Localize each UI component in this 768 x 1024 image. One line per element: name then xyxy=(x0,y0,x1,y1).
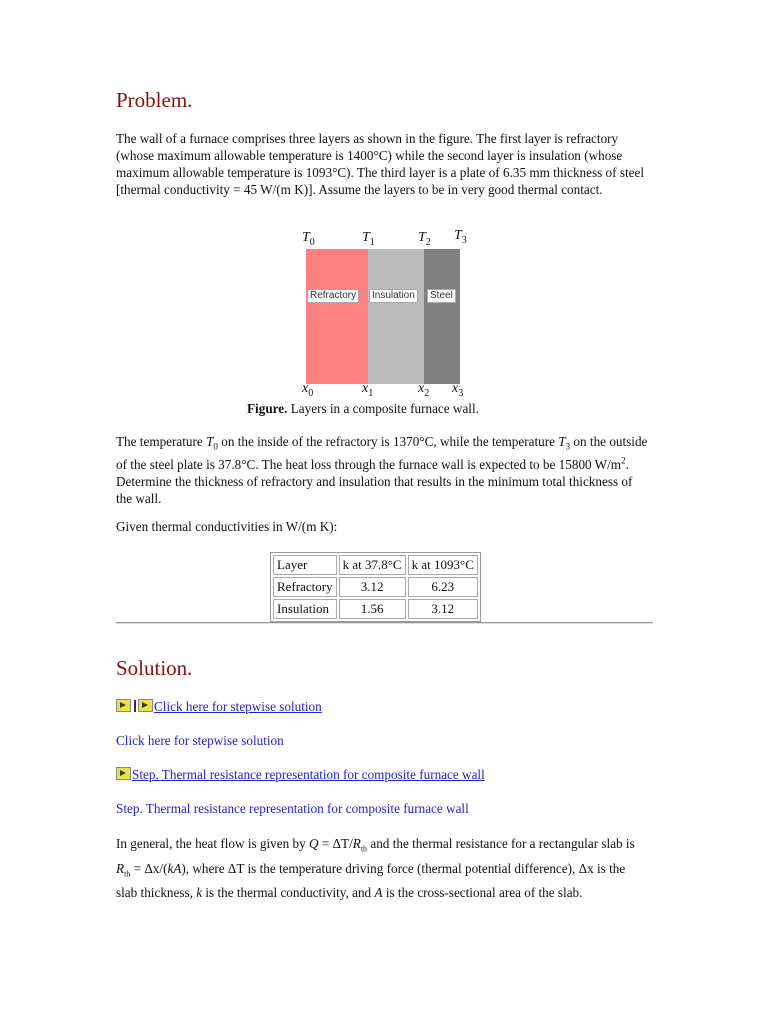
stepwise-solution-link[interactable]: Click here for stepwise solution xyxy=(154,699,322,714)
x2-label: $x_2$ xyxy=(418,381,430,399)
table-cell: Insulation xyxy=(273,599,337,619)
thermal-resistance-step-text[interactable]: Step. Thermal resistance representation for composite furnace wall xyxy=(116,801,469,816)
x3-label: $x_3$ xyxy=(452,381,464,399)
table-cell: 6.23 xyxy=(408,577,478,597)
t3-label: $T_3$ xyxy=(454,228,467,246)
table-header-cell: k at 1093°C xyxy=(408,555,478,575)
play-icon[interactable] xyxy=(116,699,131,712)
table-header-cell: k at 37.8°C xyxy=(339,555,406,575)
stepwise-solution-text[interactable]: Click here for stepwise solution xyxy=(116,733,284,748)
figure-caption: Figure. Layers in a composite furnace wall. xyxy=(247,401,479,416)
separator-icon xyxy=(134,700,136,712)
solution-paragraph: In general, the heat flow is given by $Q = \Delta T/R_{th}$ and the thermal resistance for a rectangular slab is $R_{th} = \Delta x/(kA)$, where ΔT is the temperature driving force (thermal potential difference), Δx is the slab thickness, k is the thermal conductivity, and A is the cross-sectional area of the slab. xyxy=(116,836,635,901)
table-cell: 1.56 xyxy=(339,599,406,619)
steel-layer xyxy=(424,249,460,384)
problem-paragraph-3: Given thermal conductivities in W/(m K): xyxy=(116,519,338,534)
table-row xyxy=(273,577,478,597)
insulation-layer xyxy=(368,249,424,384)
insulation-label: Insulation xyxy=(369,289,418,303)
problem-heading: Problem. xyxy=(116,88,193,112)
t2-label: $T_2$ xyxy=(418,230,431,248)
play-icon[interactable] xyxy=(138,699,153,712)
stepwise-solution-row xyxy=(116,698,648,715)
problem-paragraph-1: The wall of a furnace comprises three layers as shown in the figure. The first layer is refractory (whose maximum allowable temperature is 1400°C) while the second layer is insulation (whose maximum allowable temperature is 1093°C). The third layer is a plate of 6.35 mm thickness of steel [thermal conductivity = 45 W/(m K)]. Assume the layers to be in very good thermal contact. xyxy=(116,131,645,197)
t1-label: $T_1$ xyxy=(362,230,375,248)
x0-label: $x_0$ xyxy=(302,381,314,399)
table-row xyxy=(273,599,478,619)
play-icon[interactable] xyxy=(116,767,131,780)
thermal-resistance-step-link[interactable]: Step. Thermal resistance representation for composite furnace wall xyxy=(132,767,485,782)
table-cell: 3.12 xyxy=(339,577,406,597)
table-header-row xyxy=(273,555,478,575)
refractory-label: Refractory xyxy=(307,289,359,303)
x1-label: $x_1$ xyxy=(362,381,374,399)
solution-heading: Solution. xyxy=(116,656,193,680)
composite-wall-figure xyxy=(302,228,467,399)
problem-paragraph-2: The temperature $T_0$ on the inside of the refractory is 1370°C, while the temperature $T_3$ on the outside of the steel plate is 37.8°C. The heat loss through the furnace wall is expected to be 15800 $W/m^2$. Determine the thickness of refractory and insulation that results in the minimum total thickness of the wall. xyxy=(116,434,648,506)
table-cell: 3.12 xyxy=(408,599,478,619)
thermal-resistance-step-row xyxy=(116,766,648,783)
conductivity-table xyxy=(270,552,481,622)
steel-label: Steel xyxy=(427,289,456,303)
t0-label: $T_0$ xyxy=(302,230,315,248)
table-cell: Refractory xyxy=(273,577,337,597)
table-header-cell: Layer xyxy=(273,555,337,575)
refractory-layer xyxy=(306,249,368,384)
section-divider xyxy=(116,622,653,624)
